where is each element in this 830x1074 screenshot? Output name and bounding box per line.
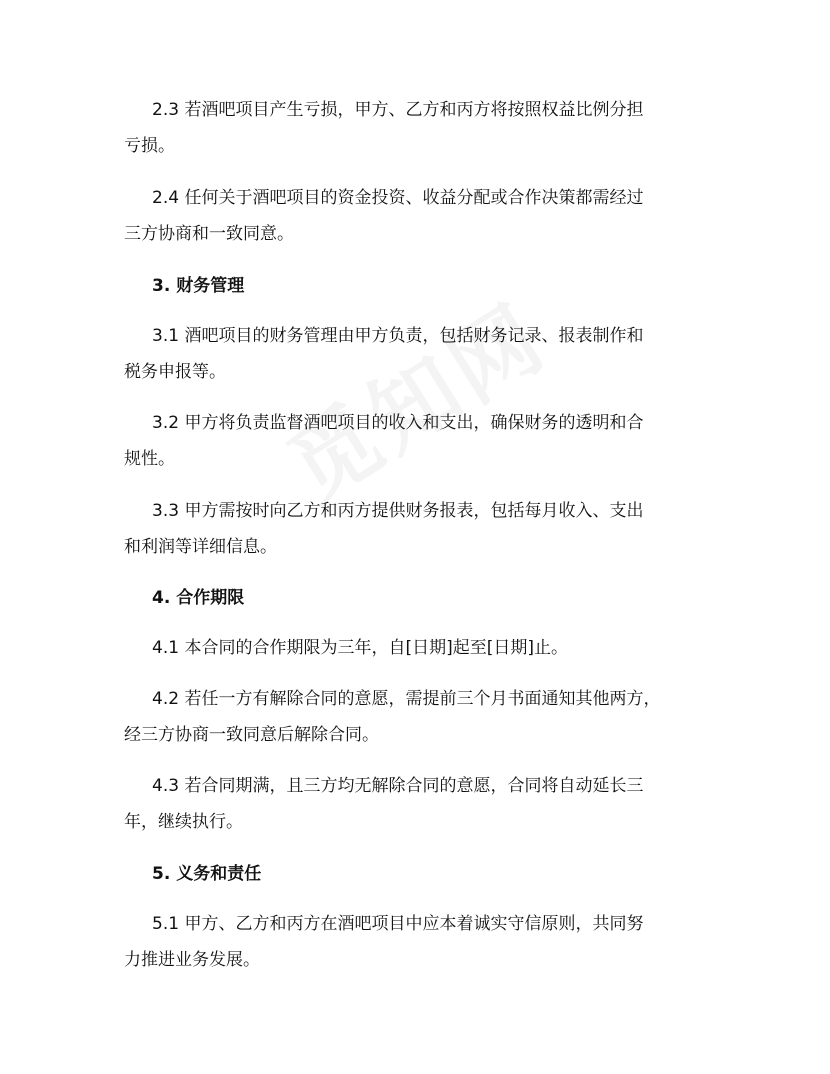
clause-4-2 — [124, 681, 724, 753]
clause-4-1 — [124, 630, 724, 666]
clause-3-3 — [124, 493, 724, 565]
clause-line: 3.3 甲方需按时向乙方和丙方提供财务报表，包括每月收入、支出 — [152, 501, 644, 521]
clause-line: 5.1 甲方、乙方和丙方在酒吧项目中应本着诚实守信原则，共同努 — [152, 914, 644, 934]
section-heading-4 — [124, 580, 724, 616]
clause-line: 2.3 若酒吧项目产生亏损，甲方、乙方和丙方将按照权益比例分担 — [152, 100, 644, 120]
clause-line: 和利润等详细信息。 — [124, 537, 277, 557]
section-heading: 4. 合作期限 — [152, 588, 245, 608]
clause-4-3 — [124, 768, 724, 840]
clause-line: 4.3 若合同期满，且三方均无解除合同的意愿，合同将自动延长三 — [152, 776, 644, 796]
clause-line: 3.1 酒吧项目的财务管理由甲方负责，包括财务记录、报表制作和 — [152, 326, 644, 346]
clause-line: 力推进业务发展。 — [124, 950, 260, 970]
section-heading-3 — [124, 268, 724, 304]
clause-line: 3.2 甲方将负责监督酒吧项目的收入和支出，确保财务的透明和合 — [152, 413, 644, 433]
clause-line: 规性。 — [124, 449, 175, 469]
clause-line: 年，继续执行。 — [124, 812, 243, 832]
clause-line: 2.4 任何关于酒吧项目的资金投资、收益分配或合作决策都需经过 — [152, 188, 644, 208]
section-heading-5 — [124, 856, 724, 892]
clause-line: 4.1 本合同的合作期限为三年，自[日期]起至[日期]止。 — [152, 638, 568, 658]
clause-2-4 — [124, 180, 724, 252]
clause-5-1 — [124, 906, 724, 978]
clause-2-3 — [124, 92, 724, 164]
clause-line: 经三方协商一致同意后解除合同。 — [124, 725, 379, 745]
clause-line: 4.2 若任一方有解除合同的意愿，需提前三个月书面通知其他两方， — [152, 689, 661, 709]
clause-3-1 — [124, 318, 724, 390]
clause-3-2 — [124, 405, 724, 477]
clause-line: 税务申报等。 — [124, 362, 226, 382]
clause-line: 亏损。 — [124, 136, 175, 156]
section-heading: 5. 义务和责任 — [152, 864, 262, 884]
section-heading: 3. 财务管理 — [152, 276, 245, 296]
clause-line: 三方协商和一致同意。 — [124, 224, 294, 244]
